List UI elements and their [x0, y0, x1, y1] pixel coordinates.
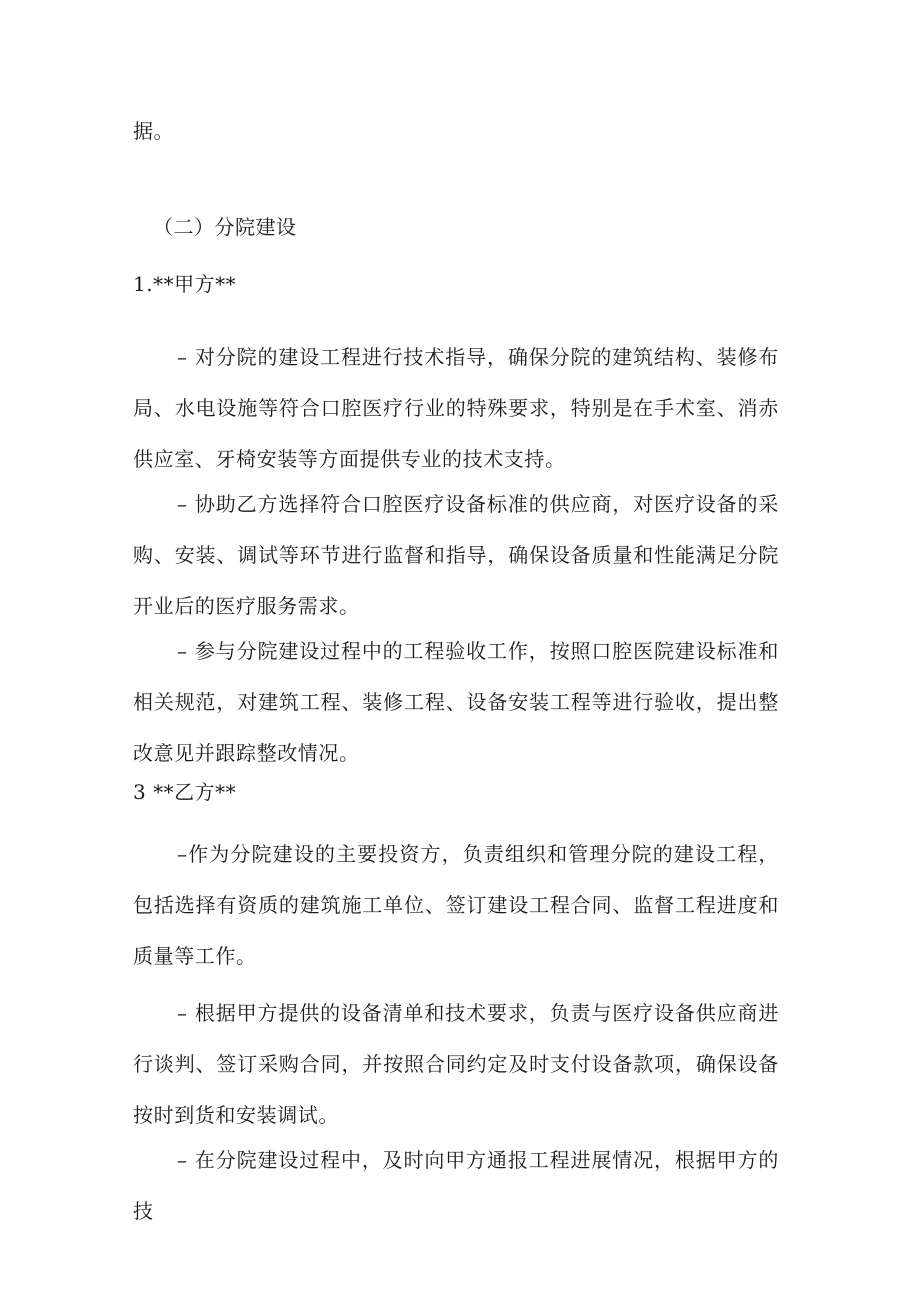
text-fragment: 据。: [133, 119, 174, 143]
party-a-heading: 1.**甲方**: [133, 272, 237, 296]
party-a-item-1: – 对分院的建设工程进行技术指导，确保分院的建筑结构、装修布局、水电设施等符合口腔医疗行业的特殊要求，特别是在手术室、消赤供应室、牙椅安装等方面提供专业的技术支持。: [133, 345, 779, 471]
party-a-item-2: – 协助乙方选择符合口腔医疗设备标准的供应商，对医疗设备的采购、安装、调试等环节进行监督和指导，确保设备质量和性能满足分院开业后的医疗服务需求。: [133, 492, 779, 618]
party-a-item-3: – 参与分院建设过程中的工程验收工作，按照口腔医院建设标准和相关规范，对建筑工程、装修工程、设备安装工程等进行验收，提出整改意见并跟踪整改情况。: [133, 639, 779, 765]
party-b-item-2: – 根据甲方提供的设备清单和技术要求，负责与医疗设备供应商进行谈判、签订采购合同，并按照合同约定及时支付设备款项，确保设备按时到货和安装调试。: [133, 1001, 779, 1127]
party-b-heading: 3 **乙方**: [133, 780, 237, 804]
party-b-item-1: –作为分院建设的主要投资方，负责组织和管理分院的建设工程，包括选择有资质的建筑施工单位、签订建设工程合同、监督工程进度和质量等工作。: [133, 842, 779, 968]
party-b-item-3: – 在分院建设过程中，及时向甲方通报工程进展情况，根据甲方的技: [133, 1148, 779, 1223]
section-heading: （二）分院建设: [153, 215, 297, 239]
